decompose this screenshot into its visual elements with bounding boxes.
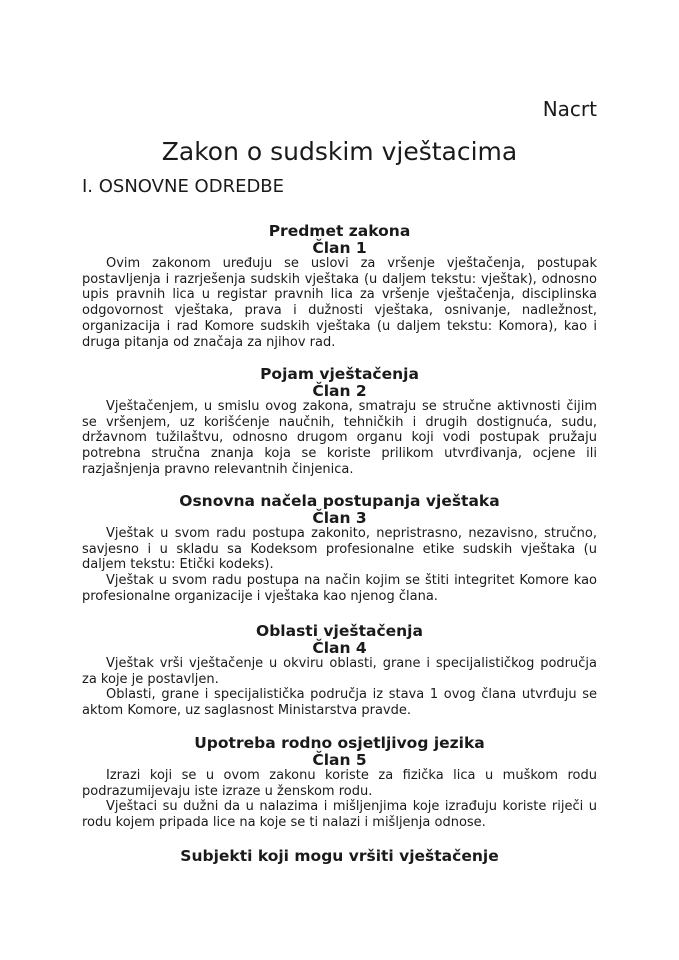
part-heading: I. OSNOVNE ODREDBE <box>82 176 285 197</box>
article-section <box>82 848 597 865</box>
section-heading: Pojam vještačenja <box>260 365 419 383</box>
section-heading: Upotreba rodno osjetljivog jezika <box>194 734 485 752</box>
section-heading: Osnovna načela postupanja vještaka <box>179 492 500 510</box>
section-heading: Oblasti vještačenja <box>256 622 423 640</box>
article-number: Član 4 <box>312 638 367 657</box>
paragraph: Vještak u svom radu postupa na način kojim se štiti integritet Komore kao profesionalne organizacije i vještaka kao njenog člana. <box>82 573 597 604</box>
article-number: Član 3 <box>312 508 367 527</box>
paragraph: Ovim zakonom uređuju se uslovi za vršenje vještačenja, postupak postavljenja i razrješenja sudskih vještaka (u daljem tekstu: vještak), odnosno upis pravnih lica u registar pravnih lica za vršenje vještačenja, disciplinska odgovornost vještaka, prava i dužnosti vještaka, osnivanje, nadležnost, organizacija i rad Komore sudskih vještaka (u daljem tekstu: Komora), kao i druga pitanja od značaja za njihov rad. <box>82 256 597 350</box>
paragraph: Vještak vrši vještačenje u okviru oblasti, grane i specijalističkog područja za koje je postavljen. <box>82 656 597 687</box>
article-number: Član 2 <box>312 381 367 400</box>
draft-label: Nacrt <box>542 97 597 121</box>
article-section <box>82 223 597 350</box>
article-number: Član 1 <box>312 238 367 257</box>
article-section <box>82 623 597 719</box>
article-section <box>82 366 597 478</box>
section-heading: Predmet zakona <box>268 222 411 240</box>
article-section <box>82 493 597 605</box>
paragraph: Vještaci su dužni da u nalazima i mišljenjima koje izrađuju koriste riječi u rodu kojem pripada lice na koje se ti nalazi i mišljenja odnose. <box>82 799 597 831</box>
paragraph: Vještačenjem, u smislu ovog zakona, smatraju se stručne aktivnosti čijim se vršenjem, uz korišćenje naučnih, tehničkih i drugih dostignuća, sudu, državnom tužilaštvu, odnosno drugom organu koji vodi postupak pružaju potrebna stručna znanja koja se koriste prilikom utvrđivanja, ocjene ili razjašnjenja pravno relevantnih činjenica. <box>82 399 597 477</box>
section-heading: Subjekti koji mogu vršiti vještačenje <box>180 847 499 865</box>
paragraph: Oblasti, grane i specijalistička područja iz stava 1 ovog člana utvrđuju se aktom Komore, uz saglasnost Ministarstva pravde. <box>82 687 597 719</box>
article-number: Član 5 <box>312 750 367 769</box>
paragraph: Izrazi koji se u ovom zakonu koriste za fizička lica u muškom rodu podrazumijevaju iste izraze u ženskom rodu. <box>82 768 597 799</box>
article-section <box>82 735 597 831</box>
document-title: Zakon o sudskim vještacima <box>161 137 518 166</box>
paragraph: Vještak u svom radu postupa zakonito, nepristrasno, nezavisno, stručno, savjesno i u skladu sa Kodeksom profesionalne etike sudskih vještaka (u daljem tekstu: Etički kodeks). <box>82 526 597 573</box>
